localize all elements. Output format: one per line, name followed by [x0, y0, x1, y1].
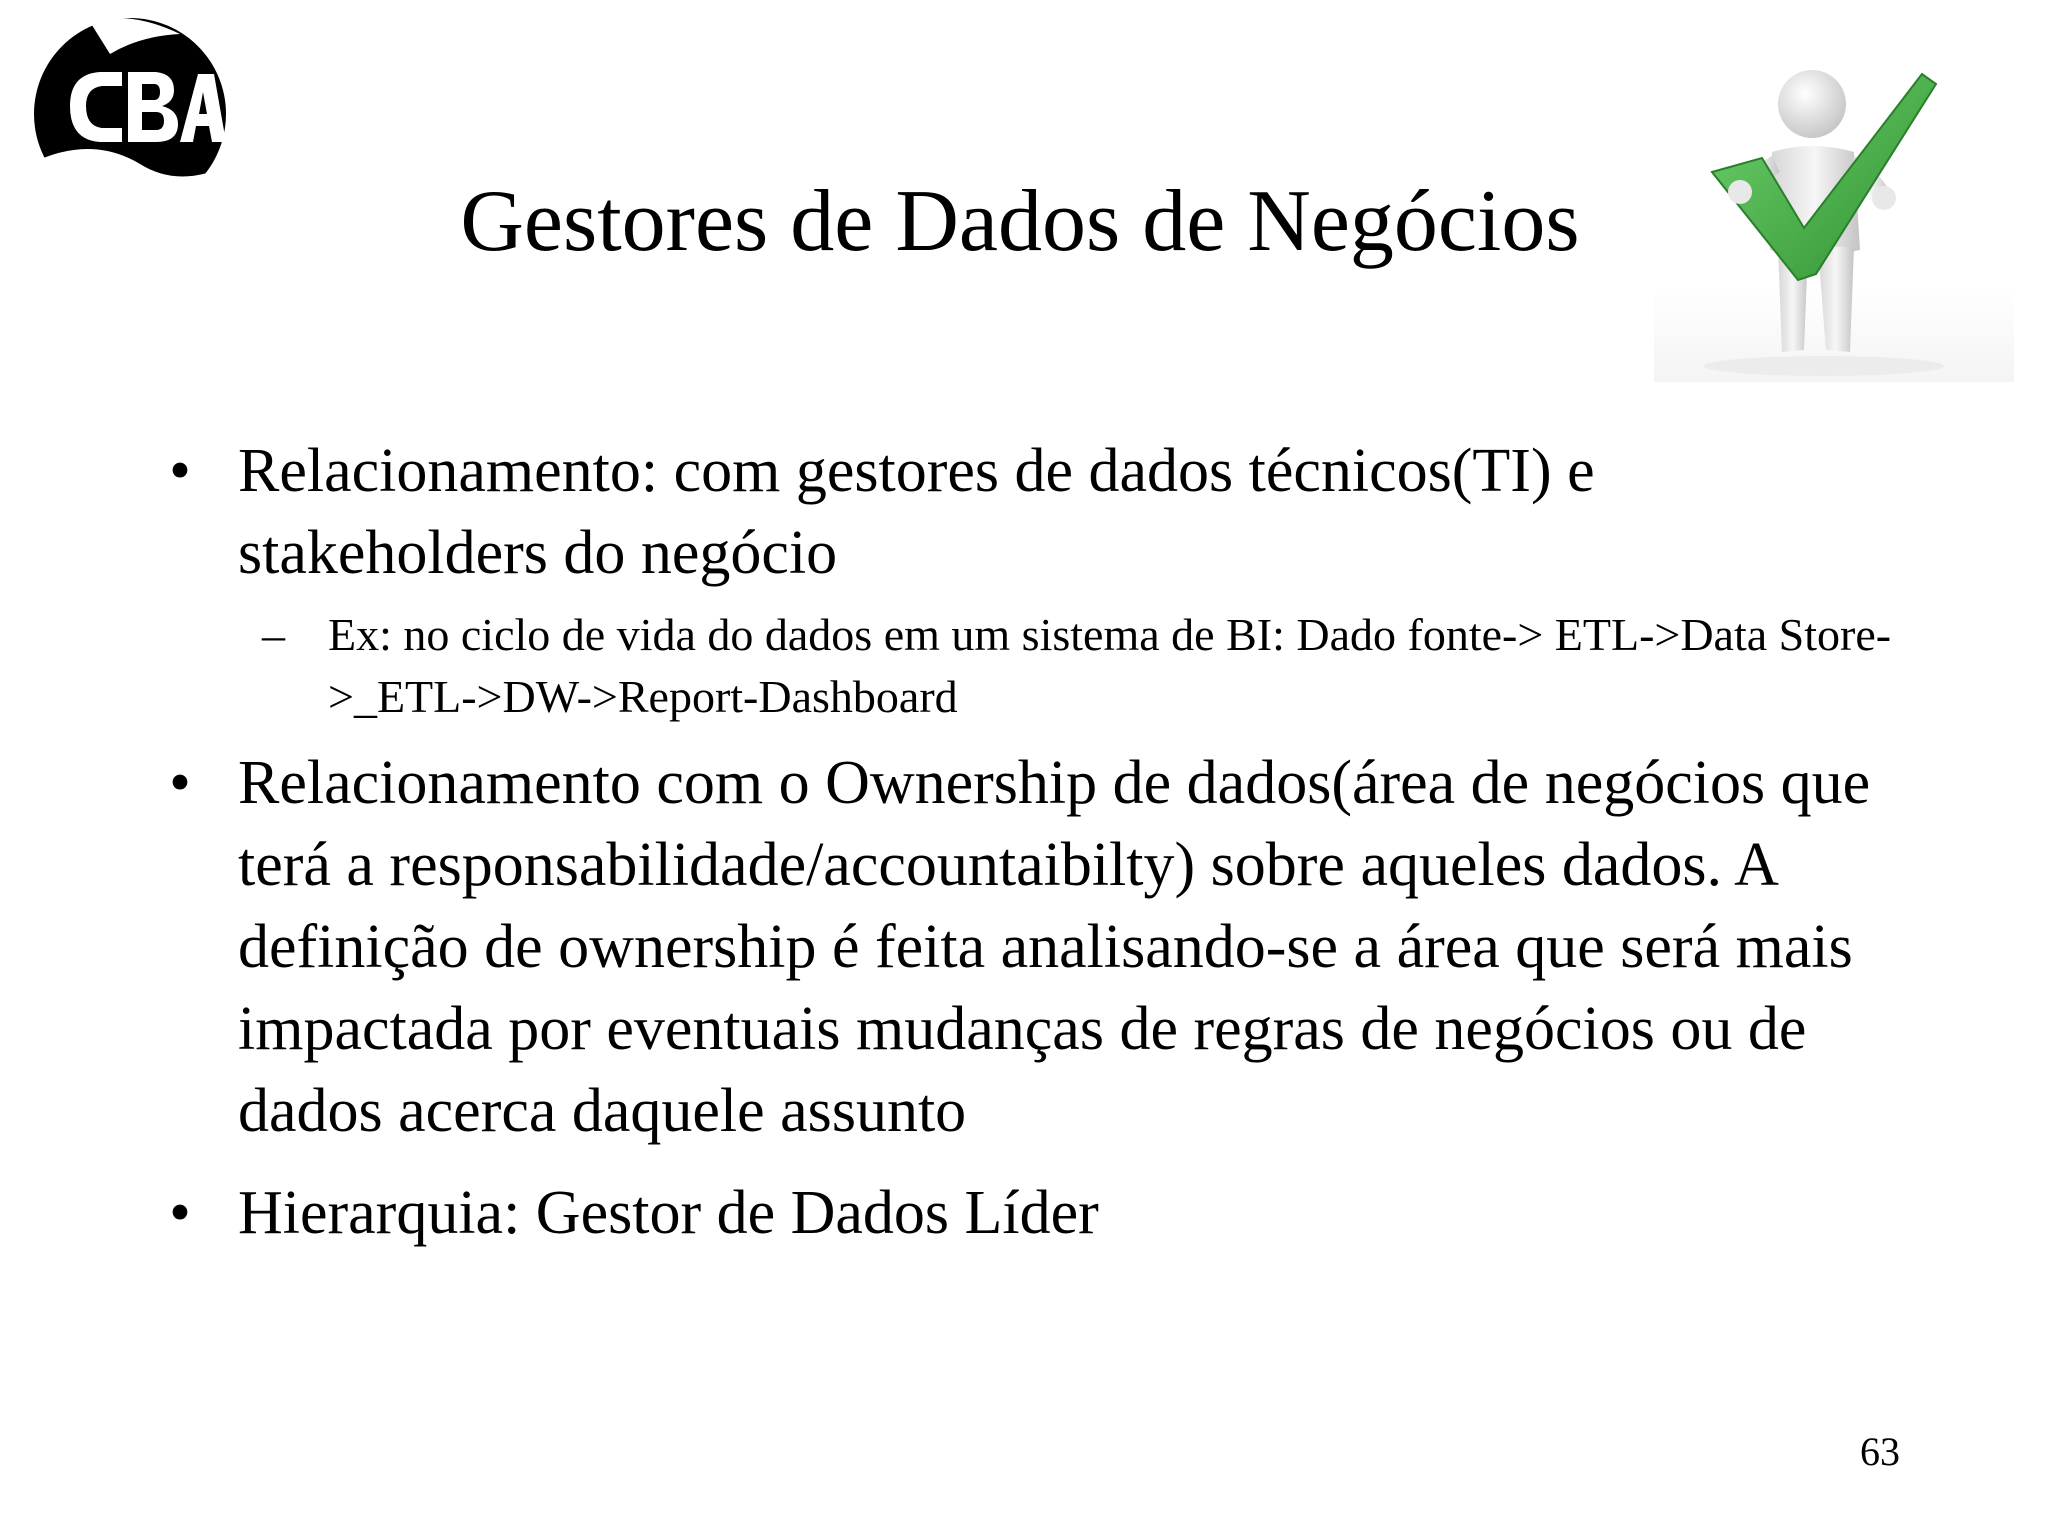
- bullet-marker: •: [169, 749, 191, 817]
- page-number: 63: [1860, 1429, 1900, 1474]
- bullet-list: [150, 430, 1910, 1254]
- sub-bullet-item-ciclo-de-vida: [150, 604, 1910, 728]
- bullet-marker: •: [169, 1179, 191, 1247]
- bullet-text: Hierarquia: Gestor de Dados Líder: [238, 1179, 1099, 1247]
- bullet-item-ownership: [150, 742, 1910, 1152]
- sub-bullet-marker: –: [262, 609, 285, 660]
- bullet-text: Relacionamento: com gestores de dados técnicos(TI) e stakeholders do negócio: [238, 437, 1595, 587]
- bullet-item-hierarquia: [150, 1172, 1910, 1254]
- sub-bullet-text: Ex: no ciclo de vida do dados em um sistema de BI: Dado fonte-> ETL->Data Store->_ETL->DW->Report-Dashboard: [328, 609, 1892, 722]
- slide-title: Gestores de Dados de Negócios: [460, 173, 1580, 270]
- cba-logo: [30, 14, 230, 214]
- bullet-item-relacionamento-ti: [150, 430, 1910, 594]
- bullet-text: Relacionamento com o Ownership de dados(área de negócios que terá a responsabilidade/accountaibilty) sobre aqueles dados. A definição de ownership é feita analisando-se a área que será mais impactada por eventuais mudanças de regras de negócios ou de dados acerca daquele assunto: [238, 749, 1871, 1145]
- bullet-marker: •: [169, 437, 191, 505]
- cba-logo-icon: [30, 14, 230, 214]
